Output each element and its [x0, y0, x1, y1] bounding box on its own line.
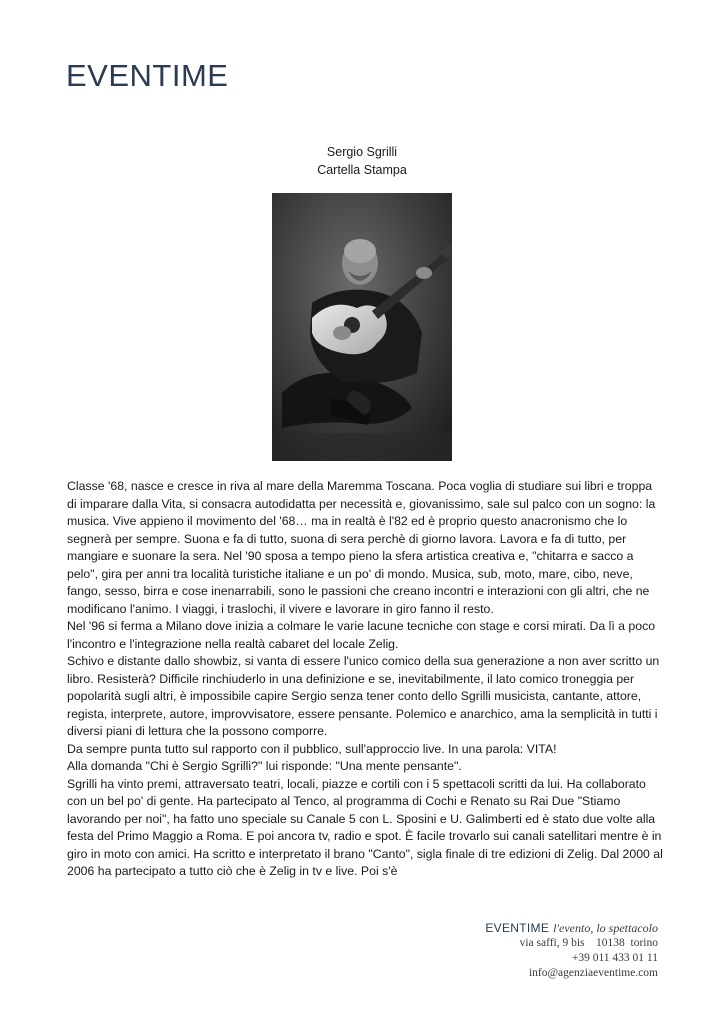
bio-paragraph: Da sempre punta tutto sul rapporto con il pubblico, sull'approccio live. In una parola: VITA!: [67, 741, 557, 756]
bio-paragraph: Alla domanda "Chi è Sergio Sgrilli?" lui risponde: "Una mente pensante".: [67, 759, 462, 773]
document-type: Cartella Stampa: [317, 163, 407, 177]
bio-paragraph: Schivo e distante dallo showbiz, si vanta di essere l'unico comico della sua generazione a non aver scritto un libro. Resisterà? Difficile rinchiuderlo in una definizione e se, inevitabilmente, il lato comico troneggia per popolarità sugli altri, è impossibile capire Sergio senza tener conto dello Sgrilli musicista, cantante, attore, regista, interprete, autore, improvvisatore, essere pensante. Polemico e anarchico, ama la semplicità in tutti i diversi piani di lettura che la possono comporre.: [67, 654, 660, 738]
bio-paragraph: Classe '68, nasce e cresce in riva al mare della Maremma Toscana. Poca voglia di studiare sui libri e troppa di imparare dalla Vita, si consacra autodidatta per necessità e, giovanissimo, sale sul palco con un sogno: la musica. Vive appieno il movimento del '68… ma in realtà è l'82 ed è proprio questo anacronismo che lo segnerà per sempre. Suona e fa di tutto, suona di sera perchè di giorno lavora. Lavora e fa di tutto, per mangiare e suonare la sera. Nel '90 sposa a tempo pieno la sfera artistica creativa e, "chitarra e sacco a pelo", gira per anni tra località turistiche italiane e un po' di mondo. Musica, sub, moto, mare, cibo, neve, fango, sesso, birra e cose inenarrabili, sono le passioni che creano incontri e interazioni con gli altri, che ne modificano l'animo. I viaggi, i traslochi, il vivere e lavorare in giro fanno il resto.: [67, 479, 656, 616]
bio-paragraph: Nel '96 si ferma a Milano dove inizia a colmare le varie lacune tecniche con stage e corsi mirati. Da lì a poco l'incontro e l'integrazione nella realtà cabaret del locale Zelig.: [67, 619, 656, 651]
footer-email[interactable]: info@agenziaeventime.com: [528, 967, 658, 979]
footer-phone: +39 011 433 01 11: [571, 952, 658, 964]
footer-brand: EVENTIME: [485, 921, 550, 935]
bio-paragraph: Sgrilli ha vinto premi, attraversato teatri, locali, piazze e cortili con i 5 spettacoli scritti da lui. Ha collaborato con un bel po' di gente. Ha partecipato al Tenco, al programma di Cochi e Renato su Rai Due "Stiamo lavorando per noi", ha fatto uno speciale su Canale 5 con L. Sposini e U. Galimberti ed è stato due volte alla festa del Primo Maggio a Roma. E poi ancora tv, radio e spot. È facile trovarlo sui canali satellitari mentre è in giro in moto con amici. Ha scritto e interpretato il brano "Canto", sigla finale di tre edizioni di Zelig. Dal 2000 al 2006 ha partecipato a tutto ciò che è Zelig in tv e live. Poi s'è: [67, 776, 663, 878]
footer-address: via saffi, 9 bis 10138 torino: [519, 937, 658, 949]
subject-heading: [0, 143, 724, 179]
subject-name: Sergio Sgrilli: [326, 145, 398, 159]
artist-photo: [272, 193, 452, 461]
footer-contact: [485, 921, 658, 981]
header-brand-title: EVENTIME: [66, 58, 229, 93]
footer-brand-line: [485, 921, 658, 936]
biography: [67, 478, 663, 881]
footer-tagline: l'evento, lo spettacolo: [553, 921, 658, 935]
